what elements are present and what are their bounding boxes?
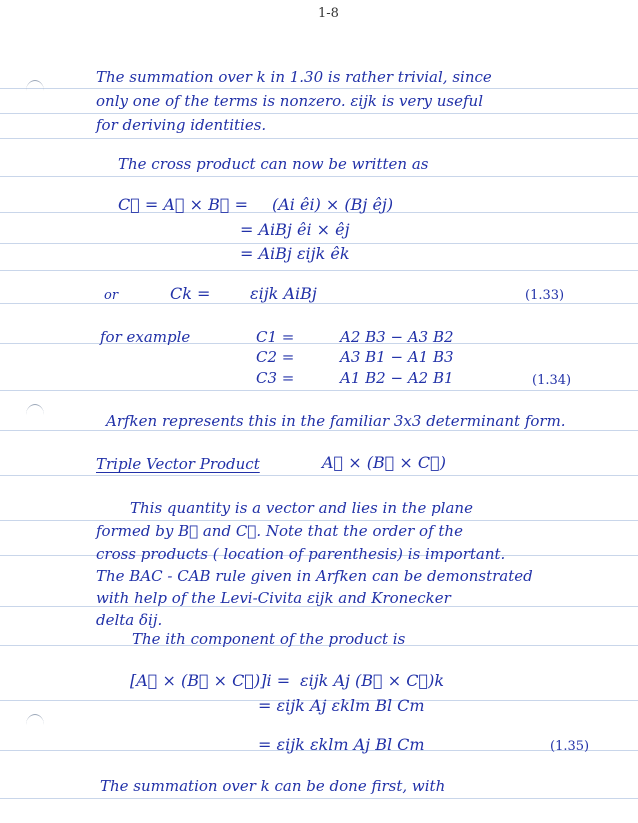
triple-heading: Triple Vector Product [96, 455, 260, 473]
triple-p1: This quantity is a vector and lies in the plane [130, 499, 473, 517]
rule-line [0, 798, 638, 799]
triple-p7: The ith component of the product is [132, 630, 406, 648]
rule-line [0, 88, 638, 89]
eq1-rhs: (Ai êi) × (Bj êj) [272, 195, 394, 214]
component-rhs1: εijk Aj (B⃗ × C⃗)k [300, 671, 445, 690]
triple-p5: with help of the Levi-Civita εijk and Kronecker [96, 589, 451, 607]
para1-line2: only one of the terms is nonzero. εijk is very useful [96, 92, 484, 110]
rule-line [0, 270, 638, 271]
rule-line [0, 113, 638, 114]
rule-line [0, 390, 638, 391]
or-label: or [104, 288, 119, 303]
ck-lhs: Ck = [170, 284, 211, 303]
component-lhs: [A⃗ × (B⃗ × C⃗)]i = [130, 671, 291, 690]
example-label: for example [100, 328, 191, 346]
cross-intro: The cross product can now be written as [118, 155, 429, 173]
arfken-note: Arfken represents this in the familiar 3x3 determinant form. [106, 412, 566, 430]
example-row-lhs: C2 = [256, 348, 295, 366]
example-row-rhs: A2 B3 − A3 B2 [340, 328, 454, 346]
eq2: = AiBj êi × êj [240, 220, 350, 239]
rule-line [0, 176, 638, 177]
binder-hole-mark [26, 404, 44, 415]
example-row-rhs: A3 B1 − A1 B3 [340, 348, 454, 366]
eq3: = AiBj εijk êk [240, 244, 350, 263]
component-rhs2: = εijk Aj εklm Bl Cm [258, 696, 425, 715]
eq-number-1-34: (1.34) [532, 373, 572, 388]
rule-line [0, 520, 638, 521]
rule-line [0, 343, 638, 344]
triple-p3: cross products ( location of parenthesis) is important. [96, 545, 506, 563]
example-row-lhs: C3 = [256, 369, 295, 387]
triple-expression: A⃗ × (B⃗ × C⃗) [322, 453, 446, 472]
final-line: The summation over k can be done first, with [100, 777, 446, 795]
binder-hole-mark [26, 714, 44, 725]
page-number: 1-8 [318, 6, 339, 21]
eq1-lhs: C⃗ = A⃗ × B⃗ = [118, 195, 249, 214]
example-row-lhs: C1 = [256, 328, 295, 346]
para1-line3: for deriving identities. [96, 116, 267, 134]
triple-p6: delta δij. [96, 611, 163, 629]
example-row-rhs: A1 B2 − A2 B1 [340, 369, 454, 387]
triple-p2: formed by B⃗ and C⃗. Note that the order of the [96, 522, 463, 540]
component-rhs3: = εijk εklm Aj Bl Cm [258, 735, 425, 754]
binder-hole-mark [26, 80, 44, 91]
rule-line [0, 475, 638, 476]
rule-line [0, 303, 638, 304]
triple-p4: The BAC - CAB rule given in Arfken can be demonstrated [96, 567, 533, 585]
rule-line [0, 430, 638, 431]
eq-number-1-33: (1.33) [525, 288, 565, 303]
para1-line1: The summation over k in 1.30 is rather trivial, since [96, 68, 492, 86]
eq-number-1-35: (1.35) [550, 739, 590, 754]
ck-rhs: εijk AiBj [250, 284, 317, 303]
rule-line [0, 138, 638, 139]
